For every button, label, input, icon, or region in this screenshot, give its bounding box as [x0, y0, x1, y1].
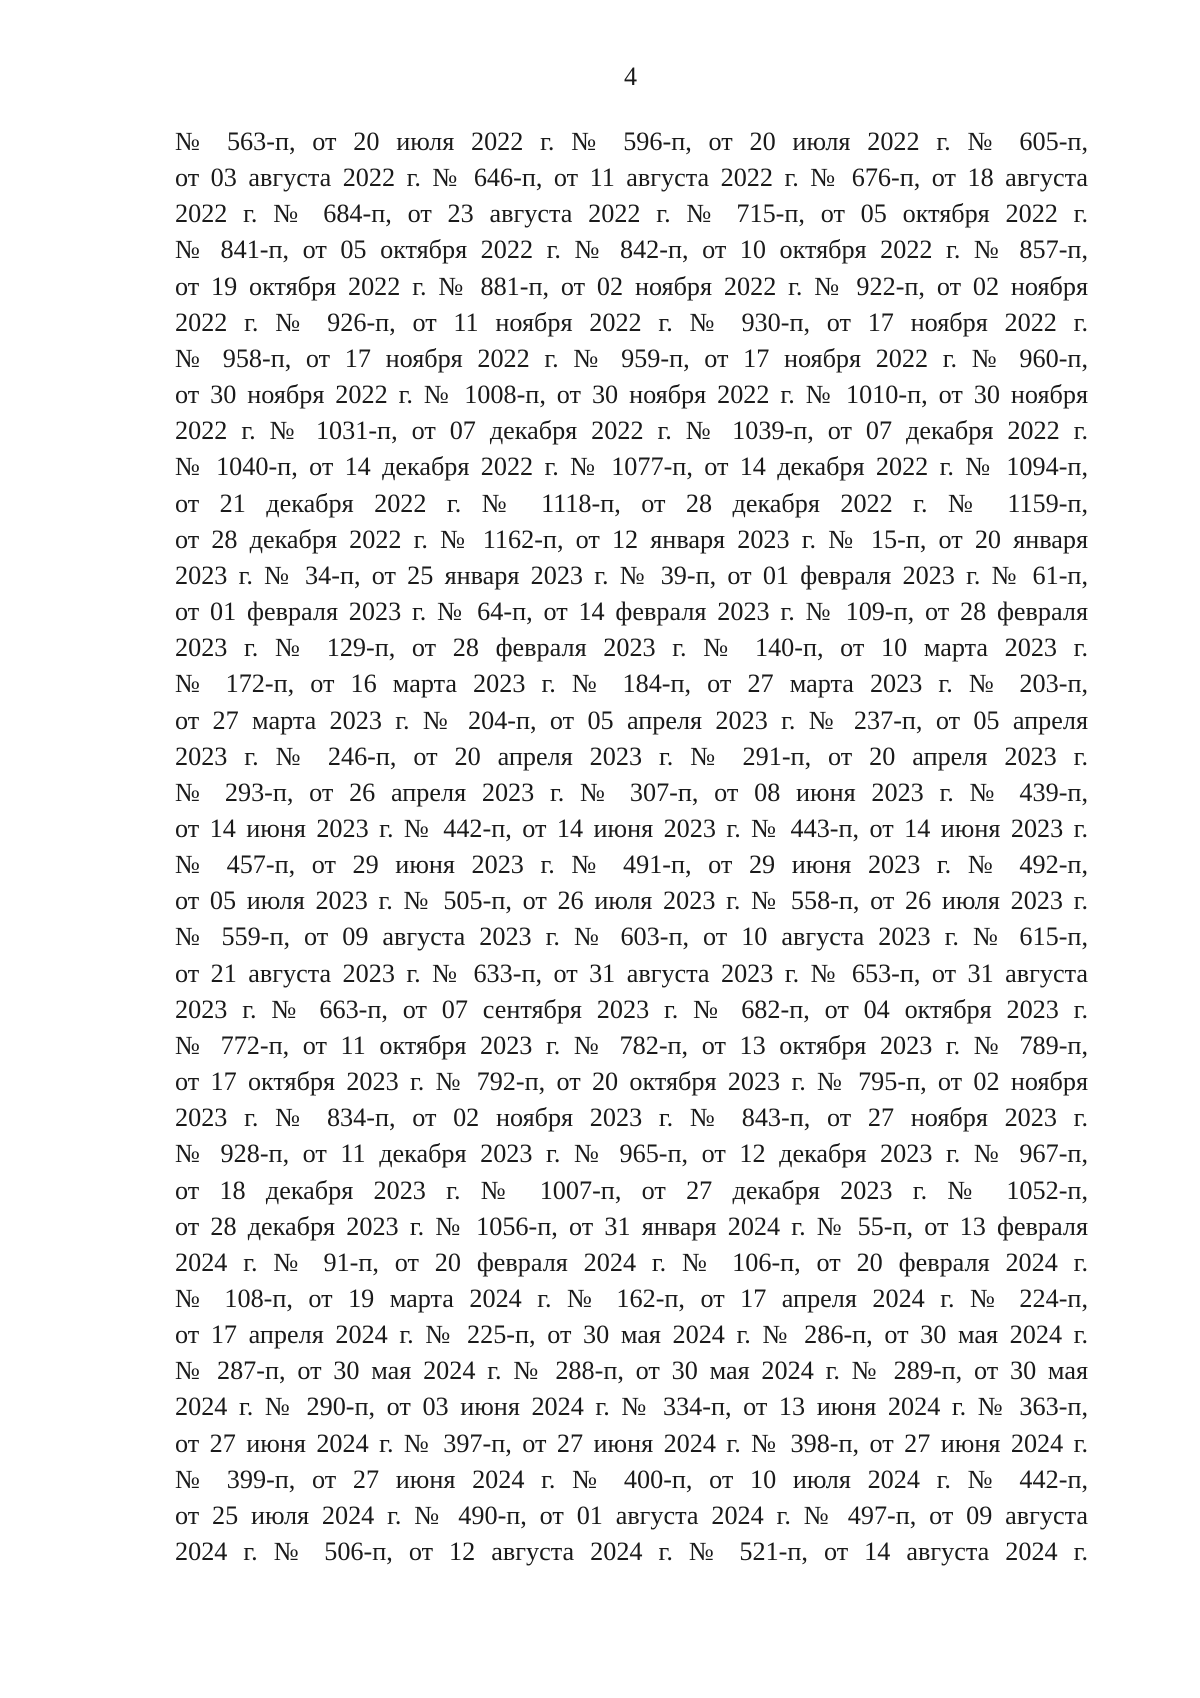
text-line: 2023 г. № 663-п, от 07 сентября 2023 г. № 682-п, от 04 октября 2023 г. [175, 994, 1088, 1024]
text-line: № 958-п, от 17 ноября 2022 г. № 959-п, от 17 ноября 2022 г. № 960-п, [175, 343, 1088, 373]
text-line: № 293-п, от 26 апреля 2023 г. № 307-п, от 08 июня 2023 г. № 439-п, [175, 777, 1088, 807]
text-line: № 399-п, от 27 июня 2024 г. № 400-п, от 10 июля 2024 г. № 442-п, [175, 1464, 1088, 1494]
text-line: от 01 февраля 2023 г. № 64-п, от 14 февраля 2023 г. № 109-п, от 28 февраля [175, 597, 1088, 627]
text-line: от 05 июля 2023 г. № 505-п, от 26 июля 2023 г. № 558-п, от 26 июля 2023 г. [175, 886, 1088, 916]
text-line: 2024 г. № 91-п, от 20 февраля 2024 г. № 106-п, от 20 февраля 2024 г. [175, 1247, 1088, 1277]
text-line: № 172-п, от 16 марта 2023 г. № 184-п, от 27 марта 2023 г. № 203-п, [175, 669, 1088, 699]
text-line: от 19 октября 2022 г. № 881-п, от 02 ноября 2022 г. № 922-п, от 02 ноября [175, 271, 1088, 301]
text-line: № 559-п, от 09 августа 2023 г. № 603-п, от 10 августа 2023 г. № 615-п, [175, 922, 1088, 952]
text-line: от 28 декабря 2022 г. № 1162-п, от 12 января 2023 г. № 15-п, от 20 января [175, 524, 1088, 554]
text-line: 2022 г. № 926-п, от 11 ноября 2022 г. № 930-п, от 17 ноября 2022 г. [175, 307, 1088, 337]
text-line: от 30 ноября 2022 г. № 1008-п, от 30 ноября 2022 г. № 1010-п, от 30 ноября [175, 380, 1088, 410]
text-line: № 841-п, от 05 октября 2022 г. № 842-п, от 10 октября 2022 г. № 857-п, [175, 235, 1088, 265]
text-line: 2024 г. № 290-п, от 03 июня 2024 г. № 334-п, от 13 июня 2024 г. № 363-п, [175, 1392, 1088, 1422]
text-line: от 18 декабря 2023 г. № 1007-п, от 27 декабря 2023 г. № 1052-п, [175, 1175, 1088, 1205]
text-line: от 17 октября 2023 г. № 792-п, от 20 октября 2023 г. № 795-п, от 02 ноября [175, 1067, 1088, 1097]
text-line: 2023 г. № 246-п, от 20 апреля 2023 г. № 291-п, от 20 апреля 2023 г. [175, 741, 1088, 771]
text-line: № 928-п, от 11 декабря 2023 г. № 965-п, от 12 декабря 2023 г. № 967-п, [175, 1139, 1088, 1169]
text-line: № 108-п, от 19 марта 2024 г. № 162-п, от 17 апреля 2024 г. № 224-п, [175, 1284, 1088, 1313]
text-line: № 563-п, от 20 июля 2022 г. № 596-п, от 20 июля 2022 г. № 605-п, [175, 127, 1088, 156]
text-line: от 25 июля 2024 г. № 490-п, от 01 августа 2024 г. № 497-п, от 09 августа [175, 1500, 1088, 1530]
text-line: от 28 декабря 2023 г. № 1056-п, от 31 января 2024 г. № 55-п, от 13 февраля [175, 1211, 1088, 1241]
text-line: от 03 августа 2022 г. № 646-п, от 11 августа 2022 г. № 676-п, от 18 августа [175, 163, 1088, 193]
text-line: № 772-п, от 11 октября 2023 г. № 782-п, от 13 октября 2023 г. № 789-п, [175, 1030, 1088, 1060]
text-line: 2023 г. № 34-п, от 25 января 2023 г. № 39-п, от 01 февраля 2023 г. № 61-п, [175, 560, 1088, 590]
text-line: № 1040-п, от 14 декабря 2022 г. № 1077-п, от 14 декабря 2022 г. № 1094-п, [175, 452, 1088, 482]
text-line: 2024 г. № 506-п, от 12 августа 2024 г. № 521-п, от 14 августа 2024 г. [175, 1537, 1088, 1567]
page-number: 4 [624, 62, 637, 91]
text-line: от 14 июня 2023 г. № 442-п, от 14 июня 2023 г. № 443-п, от 14 июня 2023 г. [175, 813, 1088, 843]
body-text [175, 124, 1088, 1570]
text-line: от 27 июня 2024 г. № 397-п, от 27 июня 2024 г. № 398-п, от 27 июня 2024 г. [175, 1428, 1088, 1458]
text-line: № 457-п, от 29 июня 2023 г. № 491-п, от 29 июня 2023 г. № 492-п, [175, 850, 1088, 880]
text-line: 2022 г. № 684-п, от 23 августа 2022 г. № 715-п, от 05 октября 2022 г. [175, 199, 1088, 229]
text-line: от 21 августа 2023 г. № 633-п, от 31 августа 2023 г. № 653-п, от 31 августа [175, 958, 1088, 988]
text-line: от 17 апреля 2024 г. № 225-п, от 30 мая 2024 г. № 286-п, от 30 мая 2024 г. [175, 1320, 1088, 1350]
text-line: от 21 декабря 2022 г. № 1118-п, от 28 декабря 2022 г. № 1159-п, [175, 488, 1088, 518]
text-line: 2022 г. № 1031-п, от 07 декабря 2022 г. № 1039-п, от 07 декабря 2022 г. [175, 416, 1088, 446]
text-line: 2023 г. № 129-п, от 28 февраля 2023 г. № 140-п, от 10 марта 2023 г. [175, 633, 1088, 663]
text-line: № 287-п, от 30 мая 2024 г. № 288-п, от 30 мая 2024 г. № 289-п, от 30 мая [175, 1356, 1088, 1386]
text-line: 2023 г. № 834-п, от 02 ноября 2023 г. № 843-п, от 27 ноября 2023 г. [175, 1103, 1088, 1133]
text-line: от 27 марта 2023 г. № 204-п, от 05 апреля 2023 г. № 237-п, от 05 апреля [175, 705, 1088, 735]
